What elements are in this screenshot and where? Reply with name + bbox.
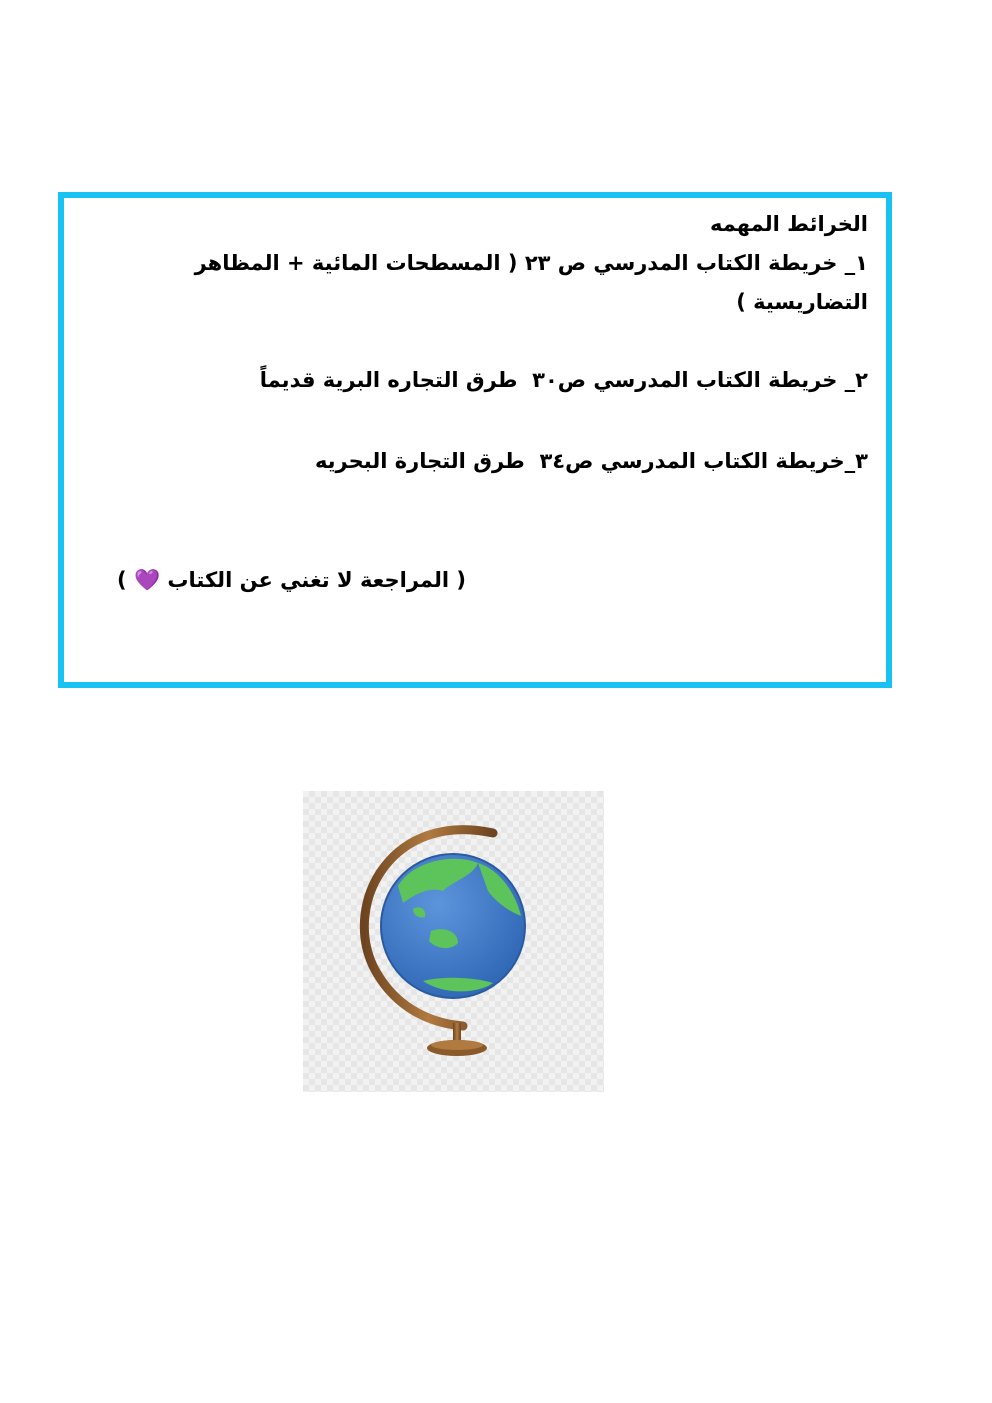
heading: الخرائط المهمه bbox=[709, 212, 868, 236]
item-1-line-2: التضاريسية ) bbox=[736, 290, 868, 314]
item-2: ٢_ خريطة الكتاب المدرسي ص٣٠ طرق التجاره البرية قديماً bbox=[259, 368, 868, 392]
note bbox=[117, 568, 466, 593]
note-text: ( المراجعة لا تغني عن الكتاب bbox=[167, 568, 466, 592]
task-box bbox=[58, 192, 892, 688]
heart-icon: 💜 bbox=[133, 568, 161, 592]
item-1-line-1: ١_ خريطة الكتاب المدرسي ص ٢٣ ( المسطحات المائية + المظاهر bbox=[194, 251, 868, 275]
globe-icon bbox=[303, 791, 604, 1092]
globe-image bbox=[303, 791, 604, 1092]
item-3: ٣_خريطة الكتاب المدرسي ص٣٤ طرق التجارة البحريه bbox=[314, 449, 868, 473]
note-close: ) bbox=[117, 568, 127, 592]
